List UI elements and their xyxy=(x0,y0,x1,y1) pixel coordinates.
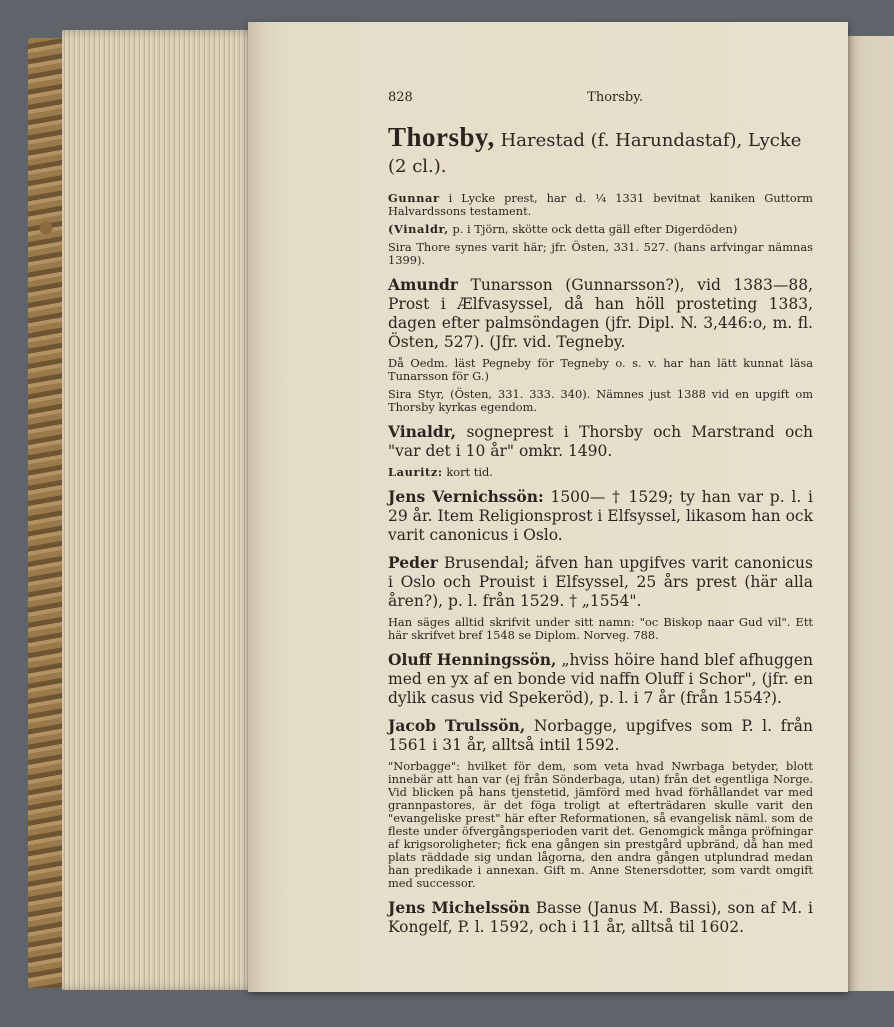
entry-p12 xyxy=(388,650,813,708)
entry-body: 1500— † 1529; ty han var p. l. i 29 år. Item Religionsprost i Elfsyssel, likasom han ock varit canonicus i Oslo. xyxy=(388,487,813,544)
entry-head: Jens Vernichssön: xyxy=(388,486,544,506)
entry-body: „hviss höire hand blef afhuggen med en yx af en bonde vid naffn Oluff i Schor", (jfr. en dylik casus vid Spekeröd), p. l. i 7 år (från 1554?). xyxy=(388,650,813,707)
section-title xyxy=(388,121,813,180)
entry-head: Peder xyxy=(388,552,438,572)
entry-body: kort tid. xyxy=(442,464,493,479)
entry-head: Jacob Trulssön, xyxy=(388,715,526,735)
running-head: Thorsby. xyxy=(587,90,643,105)
entry-p6 xyxy=(388,388,813,414)
entry-head: Oluff Henningssön, xyxy=(388,649,557,669)
entry-p5 xyxy=(388,357,813,383)
page-header xyxy=(388,90,643,106)
entry-p4 xyxy=(388,275,813,352)
entry-p1 xyxy=(388,192,813,218)
facing-page-edge xyxy=(846,36,894,991)
page-number: 828 xyxy=(388,90,413,105)
entry-p13 xyxy=(388,716,813,755)
entry-head: Vinaldr, xyxy=(388,421,457,441)
entry-body: Då Oedm. läst Pegneby för Tegneby o. s. v. har han lätt kunnat läsa Tunarsson för G.) xyxy=(388,355,813,383)
entry-body: sogneprest i Thorsby och Marstrand och "var det i 10 år" omkr. 1490. xyxy=(388,422,813,460)
entry-body: i Lycke prest, har d. ¹⁄₄ 1331 bevitnat kaniken Guttorm Halvardssons testament. xyxy=(388,190,813,218)
entry-p3 xyxy=(388,241,813,267)
entry-p2 xyxy=(388,223,813,236)
entry-head: (Vinaldr, xyxy=(388,221,449,236)
entry-head: Amundr xyxy=(388,274,458,294)
title-main: Thorsby, xyxy=(388,121,495,152)
entry-body: Brusendal; äfven han upgifves varit canonicus i Oslo och Prouist i Elfsyssel, 25 års prest (här alla åren?), p. l. från 1529. † „1554". xyxy=(388,553,813,610)
entry-body: Tunarsson (Gunnarsson?), vid 1383—88, Prost i Ælfvasyssel, då han höll prosteting 1383, dagen efter palmsöndagen (jfr. Dipl. N. 3,446:o, m. fl. Östen, 527). (Jfr. vid. Tegneby. xyxy=(388,275,813,351)
entry-body: Sira Styr, (Östen, 331. 333. 340). Nämnes just 1388 vid en upgift om Thorsby kyrkas egendom. xyxy=(388,386,813,414)
entry-head: Gunnar xyxy=(388,190,440,205)
entry-head: Jens Michelssön xyxy=(388,897,531,917)
entry-body: "Norbagge": hvilket för dem, som veta hvad Nwrbaga betyder, blott innebär att han var (ej från Sönderbaga, utan) från det egentliga Norge. Vid blicken på hans tjenstetid, jämförd med hvad förhållandet var med grannpastores, är det föga troligt at efterträdaren skulle varit den "evangeliske prest" här efter Reformationen, så evangelisk näml. som de fleste under öfvergångsperioden varit det. Genomgick många pröfningar af krigsoroligheter; fick ena gången sin prestgård upbränd, då han med plats räddade sig undan lågorna, den andra gången utplundrad medan han predikade i annexan. Gift m. Anne Stenersdotter, som vardt omgift med successor. xyxy=(388,758,813,890)
entry-body: Sira Thore synes varit här; jfr. Östen, 331. 527. (hans arfvingar nämnas 1399). xyxy=(388,239,813,267)
entry-p7 xyxy=(388,422,813,461)
entry-body: Norbagge, upgifves som P. l. från 1561 i 31 år, alltså intil 1592. xyxy=(388,716,813,754)
entry-p15 xyxy=(388,898,813,937)
entry-p11 xyxy=(388,616,813,642)
entry-p10 xyxy=(388,553,813,611)
entry-body: Basse (Janus M. Bassi), son af M. i Kongelf, P. l. 1592, och i 11 år, alltså til 1602. xyxy=(388,898,813,936)
title-rest: Harestad (f. Harundastaf), Lycke (2 cl.). xyxy=(388,129,802,177)
entry-p8 xyxy=(388,466,813,479)
entry-body: p. i Tjörn, skötte ock detta gäll efter Digerdöden) xyxy=(448,221,738,236)
entry-p9 xyxy=(388,487,813,545)
entry-body: Han säges alltid skrifvit under sitt namn: "oc Biskop naar Gud vil". Ett här skrifvet bref 1548 se Diplom. Norveg. 788. xyxy=(388,614,813,642)
entry-head: Lauritz: xyxy=(388,464,443,479)
page-edges xyxy=(62,30,262,990)
entry-p14 xyxy=(388,760,813,890)
page-text xyxy=(388,90,813,942)
